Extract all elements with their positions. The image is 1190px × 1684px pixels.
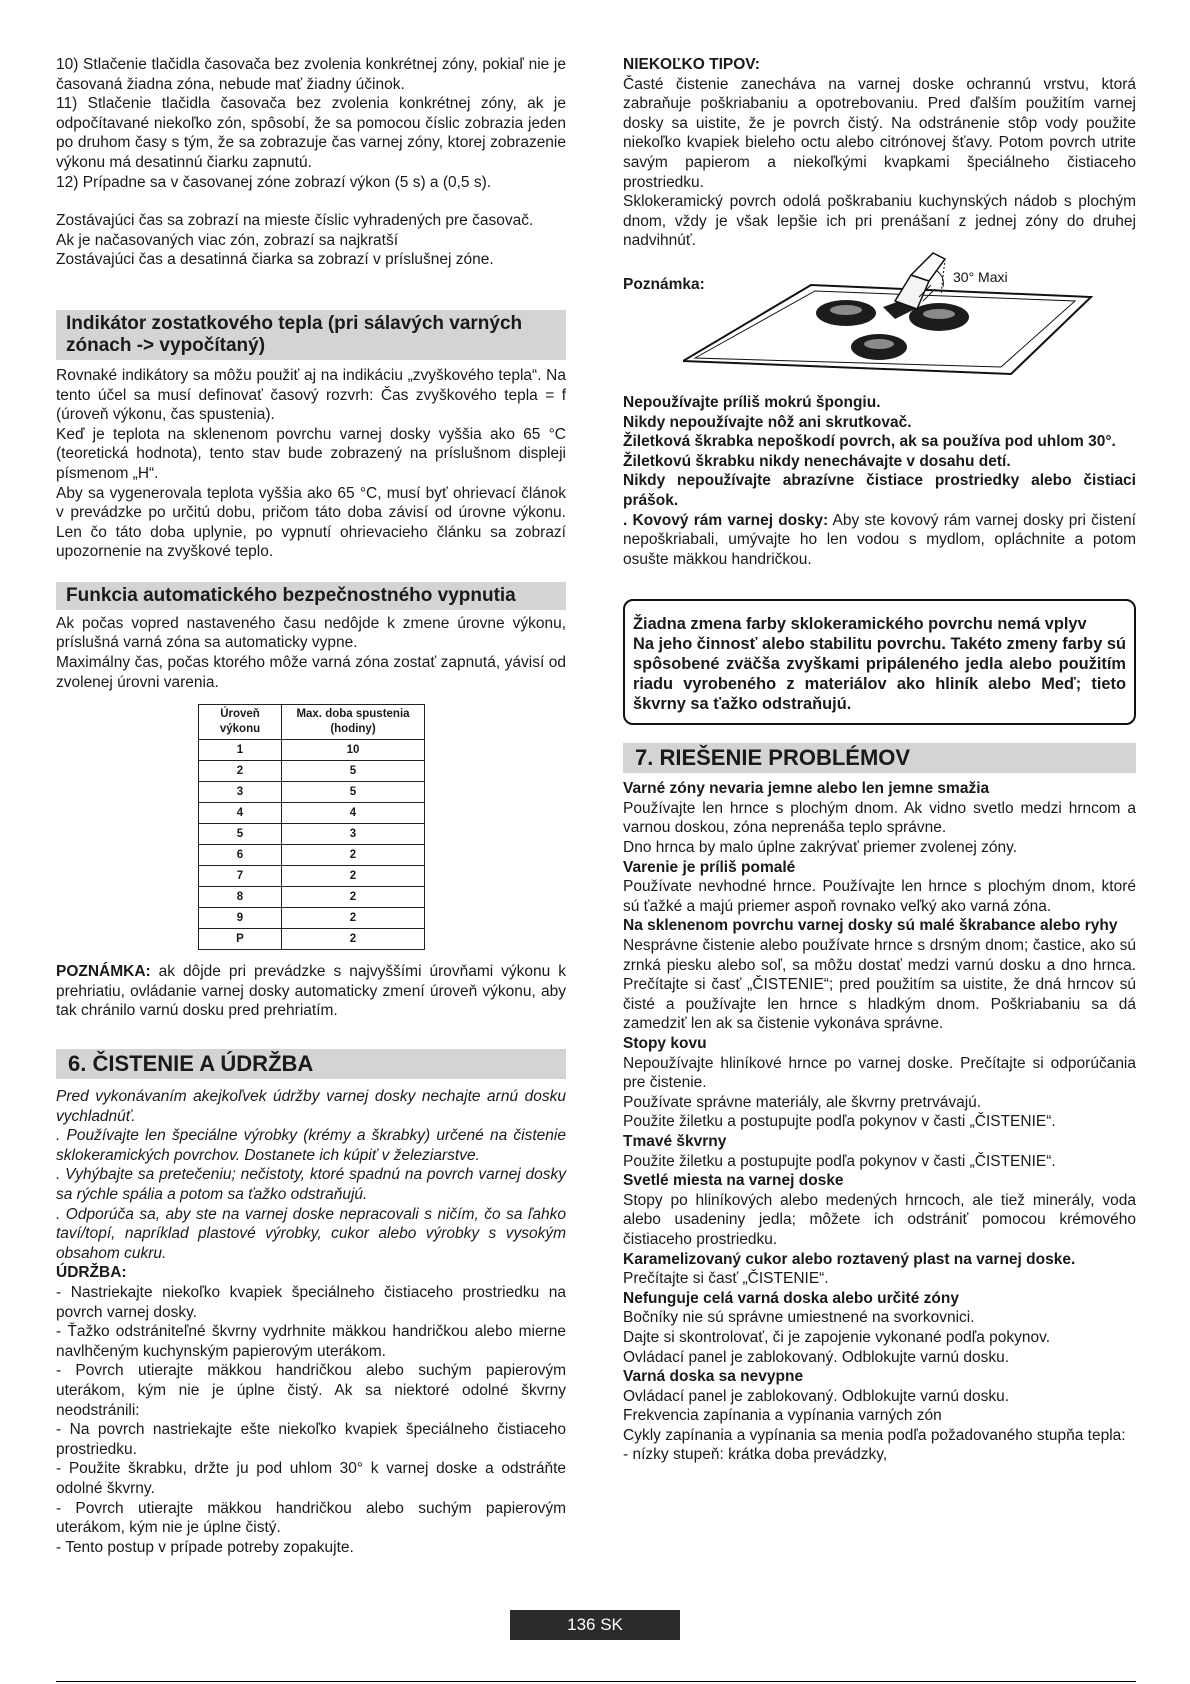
left-column (56, 55, 566, 1557)
cleaning-heading: 6. ČISTENIE A ÚDRŽBA (56, 1049, 566, 1079)
warning-1: Nepoužívajte príliš mokrú špongiu. (623, 393, 881, 411)
problem-solution: Ovládací panel je zablokovaný. Odblokujte varnú dosku. (623, 1387, 1010, 1405)
table-row (199, 824, 425, 845)
table-row (199, 782, 425, 803)
hours-cell: 2 (282, 908, 425, 929)
table-header-level: Úroveň výkonu (199, 705, 282, 740)
maintenance-step-7: - Tento postup v prípade potreby zopakujte. (56, 1538, 354, 1556)
residual-heat-para-2: Keď je teplota na sklenenom povrchu varnej dosky vyššia ako 65 °C (teoretická hodnota), tento stav bude zobrazený na príslušnom displeji písmenom „H“. (56, 425, 566, 482)
timer-note-11: 11) Stlačenie tlačidla časovača bez zvolenia konkrétnej zóny, ak je odpočítavané niekoľko zón, spôsobí, že sa pomocou číslic zobrazia jeden po druhom časy s tým, že sa zobrazuje čas varnej zóny, ktorej zobrazenie výkonu má desatinnú čiarku zapnutú. (56, 95, 566, 171)
problem-title: Varné zóny nevaria jemne alebo len jemne smažia (623, 780, 990, 798)
problem-title: Karamelizovaný cukor alebo roztavený plast na varnej doske. (623, 1250, 1076, 1268)
timer-note-12: 12) Prípadne sa v časovanej zóne zobrazí výkon (5 s) a (0,5 s). (56, 173, 492, 191)
hours-cell: 4 (282, 803, 425, 824)
bottom-rule (56, 1681, 1136, 1682)
level-cell: 7 (199, 866, 282, 887)
right-column (623, 55, 1136, 1465)
residual-heat-para-1: Rovnaké indikátory sa môžu použiť aj na indikáciu „zvyškového tepla“. Na tento účel sa musí definovať časový rozvrh: Čas zvyškového tepla = f (úroveň výkonu, čas spustenia). (56, 366, 566, 424)
problem-title: Svetlé miesta na varnej doske (623, 1172, 844, 1190)
scraper-note-row (623, 251, 1136, 383)
problem-title: Nefunguje celá varná doska alebo určité zóny (623, 1289, 959, 1307)
problem-solution: Dno hrnca by malo úplne zakrývať priemer zvolenej zóny. (623, 839, 1018, 857)
problem-solution: Stopy po hliníkových alebo medených hrncoch, ale tiež minerály, voda alebo usadeniny jedla; môžete ich odstrániť pomocou krémového čistiaceho prostriedku. (623, 1191, 1136, 1248)
angle-label: 30° Maxi (953, 268, 1008, 285)
tips-para-2: Sklokeramický povrch odolá poškrabaniu kuchynských nádob s plochým dnom, vždy je však lepšie ich pri prenášaní z jednej zóny do druhej nadvihnúť. (623, 193, 1136, 250)
maintenance-step-6: - Povrch utierajte mäkkou handričkou alebo suchým papierovým uterákom, kým nie je úplne čistý. (56, 1499, 566, 1537)
table-row (199, 803, 425, 824)
table-row (199, 740, 425, 761)
table-row (199, 887, 425, 908)
problem-solution: Bočníky nie sú správne umiestnené na svorkovnici. (623, 1309, 975, 1327)
cleaning-intro-1: Pred vykonávaním akejkoľvek údržby varnej dosky nechajte arnú dosku vychladnúť. (56, 1088, 566, 1125)
cleaning-intro-3: . Vyhýbajte sa pretečeniu; nečistoty, ktoré spadnú na povrch varnej dosky sa rýchle spália a potom sa ťažko odstraňujú. (56, 1166, 566, 1203)
table-row (199, 908, 425, 929)
problem-title: Stopy kovu (623, 1035, 707, 1052)
hours-cell: 5 (282, 761, 425, 782)
troubleshooting-list (623, 779, 1136, 1465)
hob-scraper-illustration (683, 251, 1093, 383)
cleaning-intro-2: . Používajte len špeciálne výrobky (krémy a škrabky) určené na čistenie sklokeramických povrchov. Dostanete ich kúpiť v železiarstve. (56, 1127, 566, 1164)
level-cell: 1 (199, 740, 282, 761)
troubleshooting-heading: 7. RIEŠENIE PROBLÉMOV (623, 743, 1136, 773)
maintenance-label: ÚDRŽBA: (56, 1264, 127, 1282)
remaining-line-3: Zostávajúci čas a desatinná čiarka sa zobrazí v príslušnej zóne. (56, 251, 494, 269)
maintenance-step-1: - Nastriekajte niekoľko kvapiek špeciálneho čistiaceho prostriedku na povrch varnej dosky. (56, 1283, 566, 1321)
maintenance-step-2: - Ťažko odstrániteľné škvrny vydrhnite mäkkou handričkou alebo mierne navlhčeným kuchynským papierovým uterákom. (56, 1323, 566, 1360)
problem-solution: Používate správne materiály, ale škvrny pretrvávajú. (623, 1093, 982, 1111)
hours-cell: 2 (282, 866, 425, 887)
problem-title: Varná doska sa nevypne (623, 1368, 804, 1386)
cleaning-intro-4: . Odporúča sa, aby ste na varnej doske nepracovali s ničím, čo sa ľahko taví/topí, napríklad plastové výrobky, cukor alebo výrobky s vysokým obsahom cukru. (56, 1205, 566, 1262)
problem-title: Na sklenenom povrchu varnej dosky sú malé škrabance alebo ryhy (623, 917, 1118, 935)
level-cell: 8 (199, 887, 282, 908)
table-row (199, 761, 425, 782)
level-cell: 5 (199, 824, 282, 845)
residual-heat-para-3: Aby sa vygenerovala teplota vyššia ako 65 °C, musí byť ohrievací článok v prevádzke po určitú dobu, pričom táto doba závisí od úrovne výkonu. Len čo táto doba uplynie, po vypnutí ohrievacieho článku sa zobrazí upozornenie na zvyškové teplo. (56, 484, 566, 561)
discoloration-line-1: Žiadna zmena farby sklokeramického povrchu nemá vplyv (633, 615, 1087, 634)
discoloration-line-2: Na jeho činnosť alebo stabilitu povrchu. Takéto zmeny farby sú spôsobené zväčša zvyškami pripáleného jedla alebo použitím riadu vyrobeného z materiálov ako hliník alebo Meď; tieto škvrny sa ťažko odstraňujú. (633, 635, 1126, 714)
problem-solution: Frekvencia zapínania a vypínania varných zón (623, 1407, 942, 1425)
tips-para-1: Časté čistenie zanecháva na varnej doske ochrannú vrstvu, ktorá zabraňuje poškriabaniu a opotrebovaniu. Pred ďalším použitím varnej dosky sa uistite, že je povrch čistý. Na odstránenie stôp vody použite niekoľko kvapiek bieleho octu alebo citrónovej šťavy. Potom povrch utrite savým papierom a niekoľkými kvapkami špeciálneho čistiaceho prostriedku. (623, 75, 1136, 191)
auto-shutoff-heading: Funkcia automatického bezpečnostného vypnutia (56, 582, 566, 610)
hours-cell: 3 (282, 824, 425, 845)
tips-heading: NIEKOĽKO TIPOV: (623, 56, 760, 73)
problem-solution: Ovládací panel je zablokovaný. Odblokujte varnú dosku. (623, 1348, 1010, 1366)
auto-shutoff-para-2: Maximálny čas, počas ktorého môže varná zóna zostať zapnutá, yávisí od zvolenej úrovni varenia. (56, 654, 566, 691)
problem-solution: Nesprávne čistenie alebo používate hrnce s drsným dnom; častice, ako sú zrnká piesku alebo soľ, sa môžu dostať medzi varnú dosku a dno hrnca. Prečítajte si časť „ČISTENIE“; pred použitím sa uistite, že dná hrncov sú čisté a používajte len hrnce s hladkým dnom. Poškriabaniu sa dá zamedziť len ak sa čistenie vykonáva správne. (623, 937, 1136, 1033)
auto-shutoff-para-1: Ak počas vopred nastaveného času nedôjde k zmene úrovne výkonu, príslušná varná zóna sa automaticky vypne. (56, 614, 566, 652)
table-header-max-time: Max. doba spustenia (hodiny) (282, 705, 425, 740)
note-label: Poznámka: (623, 275, 705, 293)
discoloration-notice-box (623, 599, 1136, 725)
problem-solution: Používajte len hrnce s plochým dnom. Ak vidno svetlo medzi hrncom a varnou doskou, zóna neprenáša teplo správne. (623, 799, 1136, 837)
warning-4: Žiletkovú škrabku nikdy nenechávajte v dosahu detí. (623, 452, 1011, 470)
problem-solution: Dajte si skontrolovať, či je zapojenie vykonané podľa pokynov. (623, 1328, 1051, 1346)
warning-3: Žiletková škrabka nepoškodí povrch, ak sa používa pod uhlom 30°. (623, 433, 1116, 451)
remaining-line-1: Zostávajúci čas sa zobrazí na mieste číslic vyhradených pre časovač. (56, 212, 534, 230)
overheat-note: POZNÁMKA: ak dôjde pri prevádzke s najvyššími úrovňami výkonu k prehriatiu, ovládanie varnej dosky automaticky zmení úroveň výkonu, aby tak chránilo varnú dosku pred prehriatím. (56, 963, 566, 1020)
power-level-table (198, 704, 425, 950)
remaining-line-2: Ak je načasovaných viac zón, zobrazí sa najkratší (56, 231, 399, 249)
problem-solution: Použite žiletku a postupujte podľa pokynov v časti „ČISTENIE“. (623, 1152, 1056, 1170)
maintenance-step-3: - Povrch utierajte mäkkou handričkou alebo suchým papierovým uterákom, kým nie je úplne čistý. Ak sa niektoré odolné škvrny neodstránili: (56, 1362, 566, 1419)
hours-cell: 10 (282, 740, 425, 761)
table-row (199, 929, 425, 950)
warning-2: Nikdy nepoužívajte nôž ani skrutkovač. (623, 413, 912, 431)
problem-solution: Používate nevhodné hrnce. Používajte len hrnce s plochým dnom, ktoré sú ťažké a majú priemer aspoň rovnako veľký ako varná zóna. (623, 878, 1136, 915)
table-row (199, 866, 425, 887)
table-row (199, 845, 425, 866)
hours-cell: 2 (282, 887, 425, 908)
level-cell: 9 (199, 908, 282, 929)
problem-solution: Prečítajte si časť „ČISTENIE“. (623, 1270, 829, 1288)
level-cell: 6 (199, 845, 282, 866)
problem-solution: - nízky stupeň: krátka doba prevádzky, (623, 1446, 888, 1464)
problem-solution: Cykly zapínania a vypínania sa menia podľa požadovaného stupňa tepla: (623, 1426, 1126, 1444)
problem-title: Tmavé škvrny (623, 1132, 727, 1150)
residual-heat-heading: Indikátor zostatkového tepla (pri sálavých varných zónach -> vypočítaný) (56, 310, 566, 360)
level-cell: 4 (199, 803, 282, 824)
timer-note-10: 10) Stlačenie tlačidla časovača bez zvolenia konkrétnej zóny, pokiaľ nie je časovaná žiadna zóna, nebude mať žiadny účinok. (56, 56, 566, 93)
maintenance-step-4: - Na povrch nastriekajte ešte niekoľko kvapiek špeciálneho čistiaceho prostriedku. (56, 1421, 566, 1458)
page-number: 136 SK (510, 1610, 680, 1640)
maintenance-step-5: - Použite škrabku, držte ju pod uhlom 30° k varnej doske a odstráňte odolné škvrny. (56, 1460, 566, 1497)
level-cell: 2 (199, 761, 282, 782)
hours-cell: 2 (282, 845, 425, 866)
problem-solution: Nepoužívajte hliníkové hrnce po varnej doske. Prečítajte si odporúčania pre čistenie. (623, 1054, 1136, 1092)
level-cell: P (199, 929, 282, 950)
hours-cell: 5 (282, 782, 425, 803)
warning-5: Nikdy nepoužívajte abrazívne čistiace prostriedky alebo čistiaci prášok. (623, 472, 1136, 509)
hours-cell: 2 (282, 929, 425, 950)
problem-title: Varenie je príliš pomalé (623, 858, 796, 876)
level-cell: 3 (199, 782, 282, 803)
frame-cleaning: . Kovový rám varnej dosky: Aby ste kovový rám varnej dosky pri čistení nepoškriabali, umývajte ho len vodou s mydlom, opláchnite a potom osušte mäkkou handričkou. (623, 511, 1136, 568)
problem-solution: Použite žiletku a postupujte podľa pokynov v časti „ČISTENIE“. (623, 1113, 1056, 1131)
